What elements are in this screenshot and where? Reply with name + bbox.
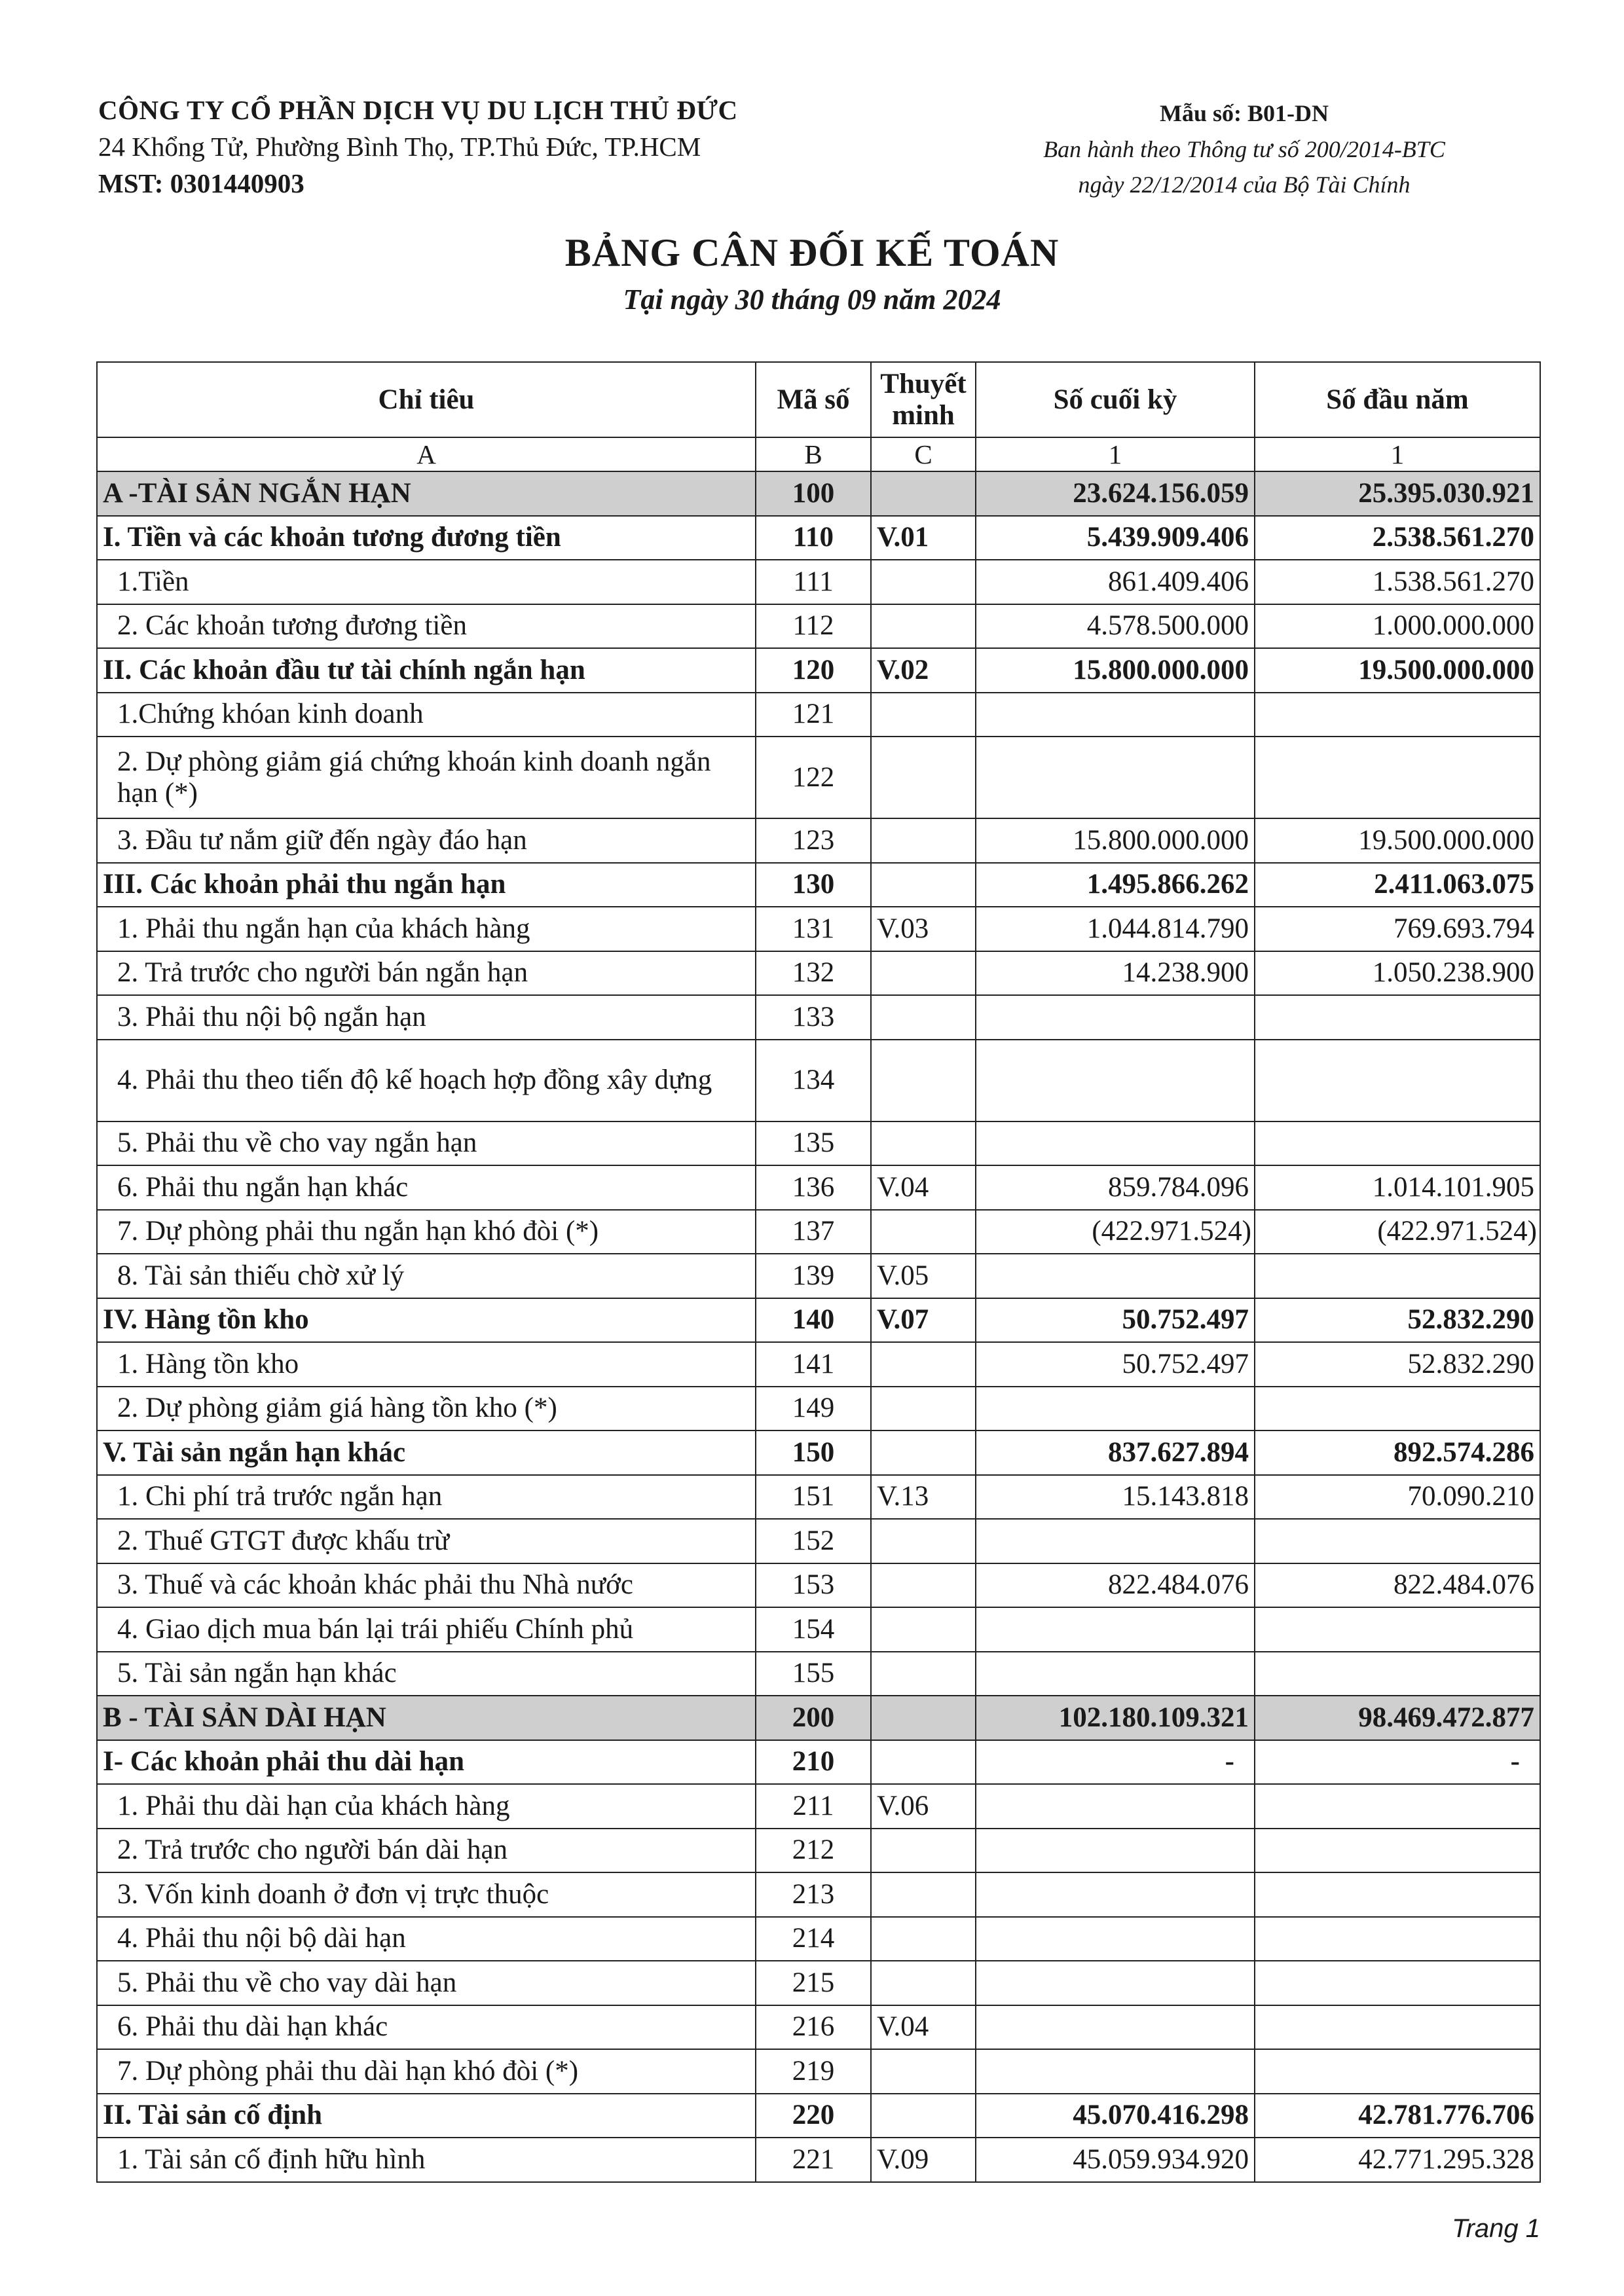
row-item-name: 1. Phải thu ngắn hạn của khách hàng	[97, 907, 756, 951]
row-begin-balance: 19.500.000.000	[1255, 648, 1540, 693]
row-code: 131	[756, 907, 871, 951]
row-code: 141	[756, 1342, 871, 1387]
row-note: V.09	[871, 2138, 976, 2182]
row-code: 214	[756, 1917, 871, 1961]
row-begin-balance	[1255, 1917, 1540, 1961]
row-code: 154	[756, 1607, 871, 1652]
row-item-name: 4. Giao dịch mua bán lại trái phiếu Chính phủ	[97, 1607, 756, 1652]
row-item-name: 2. Trả trước cho người bán dài hạn	[97, 1829, 756, 1873]
table-row	[97, 2138, 1540, 2182]
row-end-balance	[976, 1872, 1255, 1917]
row-item-name: II. Các khoản đầu tư tài chính ngắn hạn	[97, 648, 756, 693]
row-note	[871, 2094, 976, 2138]
row-begin-balance: -	[1255, 1740, 1540, 1785]
table-row	[97, 604, 1540, 649]
balance-sheet-table	[96, 361, 1541, 2183]
table-row	[97, 648, 1540, 693]
row-end-balance: 50.752.497	[976, 1298, 1255, 1343]
row-code: 122	[756, 737, 871, 818]
row-item-name: 4. Phải thu nội bộ dài hạn	[97, 1917, 756, 1961]
row-code: 221	[756, 2138, 871, 2182]
table-row	[97, 2049, 1540, 2094]
row-item-name: 6. Phải thu ngắn hạn khác	[97, 1165, 756, 1210]
row-code: 123	[756, 818, 871, 863]
table-row	[97, 737, 1540, 818]
form-code: Mẫu số: B01-DN	[1160, 100, 1329, 126]
table-header-row	[97, 362, 1540, 437]
row-item-name: 2. Trả trước cho người bán ngắn hạn	[97, 951, 756, 996]
table-row	[97, 516, 1540, 560]
row-code: 110	[756, 516, 871, 560]
row-end-balance	[976, 1784, 1255, 1829]
row-item-name: V. Tài sản ngắn hạn khác	[97, 1430, 756, 1475]
row-note	[871, 1430, 976, 1475]
row-end-balance	[976, 1917, 1255, 1961]
row-code: 151	[756, 1475, 871, 1520]
row-note	[871, 1040, 976, 1121]
column-letter: B	[756, 437, 871, 471]
row-item-name: 2. Thuế GTGT được khấu trừ	[97, 1519, 756, 1563]
row-begin-balance	[1255, 1829, 1540, 1873]
row-end-balance	[976, 1652, 1255, 1696]
row-item-name: II. Tài sản cố định	[97, 2094, 756, 2138]
row-code: 121	[756, 693, 871, 737]
row-item-name: 2. Các khoản tương đương tiền	[97, 604, 756, 649]
row-note: V.04	[871, 2005, 976, 2050]
row-code: 152	[756, 1519, 871, 1563]
column-letter: C	[871, 437, 976, 471]
row-begin-balance: 2.538.561.270	[1255, 516, 1540, 560]
row-item-name: 7. Dự phòng phải thu dài hạn khó đòi (*)	[97, 2049, 756, 2094]
row-item-name: 3. Đầu tư nắm giữ đến ngày đáo hạn	[97, 818, 756, 863]
row-code: 211	[756, 1784, 871, 1829]
row-begin-balance	[1255, 1784, 1540, 1829]
row-note	[871, 863, 976, 907]
row-note	[871, 1696, 976, 1740]
row-code: 111	[756, 560, 871, 604]
row-end-balance: 861.409.406	[976, 560, 1255, 604]
row-begin-balance	[1255, 737, 1540, 818]
row-note	[871, 1387, 976, 1431]
row-code: 133	[756, 995, 871, 1040]
table-row	[97, 1210, 1540, 1254]
row-code: 220	[756, 2094, 871, 2138]
column-header-note: Thuyết minh	[871, 362, 976, 437]
table-row	[97, 1519, 1540, 1563]
row-note	[871, 693, 976, 737]
form-issued-line-2: ngày 22/12/2014 của Bộ Tài Chính	[1078, 172, 1411, 198]
table-row	[97, 1165, 1540, 1210]
table-row	[97, 1430, 1540, 1475]
row-item-name: IV. Hàng tồn kho	[97, 1298, 756, 1343]
row-code: 139	[756, 1254, 871, 1298]
row-note	[871, 737, 976, 818]
form-issued-line-1: Ban hành theo Thông tư số 200/2014-BTC	[1043, 136, 1445, 162]
row-code: 210	[756, 1740, 871, 1785]
row-end-balance	[976, 1607, 1255, 1652]
row-begin-balance: 1.014.101.905	[1255, 1165, 1540, 1210]
row-note: V.06	[871, 1784, 976, 1829]
row-item-name: B - TÀI SẢN DÀI HẠN	[97, 1696, 756, 1740]
page-number: Trang 1	[1452, 2214, 1540, 2243]
table-row	[97, 1298, 1540, 1343]
row-item-name: I. Tiền và các khoản tương đương tiền	[97, 516, 756, 560]
row-note: V.04	[871, 1165, 976, 1210]
row-item-name: 1. Phải thu dài hạn của khách hàng	[97, 1784, 756, 1829]
row-begin-balance	[1255, 1254, 1540, 1298]
row-note: V.05	[871, 1254, 976, 1298]
row-item-name: 5. Phải thu về cho vay dài hạn	[97, 1961, 756, 2005]
row-note: V.13	[871, 1475, 976, 1520]
row-begin-balance: 52.832.290	[1255, 1342, 1540, 1387]
row-end-balance: 45.070.416.298	[976, 2094, 1255, 2138]
row-code: 130	[756, 863, 871, 907]
row-item-name: A -TÀI SẢN NGẮN HẠN	[97, 471, 756, 516]
table-row	[97, 1342, 1540, 1387]
row-item-name: III. Các khoản phải thu ngắn hạn	[97, 863, 756, 907]
column-header-item: Chỉ tiêu	[97, 362, 756, 437]
column-letter: 1	[1255, 437, 1540, 471]
table-row	[97, 1607, 1540, 1652]
row-begin-balance: 42.771.295.328	[1255, 2138, 1540, 2182]
table-row	[97, 907, 1540, 951]
row-item-name: 5. Tài sản ngắn hạn khác	[97, 1652, 756, 1696]
row-end-balance	[976, 1829, 1255, 1873]
row-code: 200	[756, 1696, 871, 1740]
row-note	[871, 1563, 976, 1608]
row-code: 132	[756, 951, 871, 996]
row-begin-balance: 98.469.472.877	[1255, 1696, 1540, 1740]
column-letter: A	[97, 437, 756, 471]
row-note	[871, 604, 976, 649]
row-code: 213	[756, 1872, 871, 1917]
row-note	[871, 1342, 976, 1387]
table-row	[97, 2094, 1540, 2138]
column-letter-row	[97, 437, 1540, 471]
column-header-begin-balance: Số đầu năm	[1255, 362, 1540, 437]
row-item-name: 1. Tài sản cố định hữu hình	[97, 2138, 756, 2182]
company-name: CÔNG TY CỔ PHẦN DỊCH VỤ DU LỊCH THỦ ĐỨC	[98, 95, 738, 125]
row-code: 215	[756, 1961, 871, 2005]
table-row	[97, 1872, 1540, 1917]
row-code: 150	[756, 1430, 871, 1475]
row-note	[871, 2049, 976, 2094]
row-code: 136	[756, 1165, 871, 1210]
row-note	[871, 951, 976, 996]
row-end-balance: -	[976, 1740, 1255, 1785]
row-end-balance	[976, 1121, 1255, 1166]
row-end-balance	[976, 1519, 1255, 1563]
report-title: BẢNG CÂN ĐỐI KẾ TOÁN	[564, 231, 1060, 274]
row-code: 149	[756, 1387, 871, 1431]
row-code: 153	[756, 1563, 871, 1608]
row-note: V.07	[871, 1298, 976, 1343]
row-begin-balance: 52.832.290	[1255, 1298, 1540, 1343]
row-begin-balance	[1255, 995, 1540, 1040]
row-code: 135	[756, 1121, 871, 1166]
row-note	[871, 1917, 976, 1961]
table-row	[97, 1040, 1540, 1121]
row-begin-balance: 70.090.210	[1255, 1475, 1540, 1520]
row-item-name: 7. Dự phòng phải thu ngắn hạn khó đòi (*)	[97, 1210, 756, 1254]
row-end-balance	[976, 1387, 1255, 1431]
table-row	[97, 1652, 1540, 1696]
row-note: V.02	[871, 648, 976, 693]
row-begin-balance	[1255, 1607, 1540, 1652]
table-row	[97, 693, 1540, 737]
row-note: V.03	[871, 907, 976, 951]
row-item-name: I- Các khoản phải thu dài hạn	[97, 1740, 756, 1785]
table-row	[97, 1961, 1540, 2005]
row-note	[871, 1961, 976, 2005]
row-code: 140	[756, 1298, 871, 1343]
tax-code: MST: 0301440903	[98, 168, 304, 198]
form-reference	[982, 95, 1506, 202]
row-begin-balance	[1255, 693, 1540, 737]
row-note	[871, 1210, 976, 1254]
row-note	[871, 471, 976, 516]
row-note	[871, 1872, 976, 1917]
row-item-name: 3. Thuế và các khoản khác phải thu Nhà nước	[97, 1563, 756, 1608]
row-code: 134	[756, 1040, 871, 1121]
row-begin-balance	[1255, 1961, 1540, 2005]
row-end-balance: 1.044.814.790	[976, 907, 1255, 951]
table-row	[97, 1563, 1540, 1608]
row-end-balance: 14.238.900	[976, 951, 1255, 996]
row-end-balance: 1.495.866.262	[976, 863, 1255, 907]
row-end-balance	[976, 1961, 1255, 2005]
row-end-balance	[976, 995, 1255, 1040]
row-note	[871, 1652, 976, 1696]
table-row	[97, 2005, 1540, 2050]
row-end-balance: 15.800.000.000	[976, 818, 1255, 863]
row-item-name: 6. Phải thu dài hạn khác	[97, 2005, 756, 2050]
row-end-balance: 15.800.000.000	[976, 648, 1255, 693]
table-row	[97, 1121, 1540, 1166]
row-end-balance: 837.627.894	[976, 1430, 1255, 1475]
row-end-balance: 859.784.096	[976, 1165, 1255, 1210]
row-code: 212	[756, 1829, 871, 1873]
row-begin-balance	[1255, 2049, 1540, 2094]
table-row	[97, 1917, 1540, 1961]
table-row	[97, 818, 1540, 863]
row-code: 100	[756, 471, 871, 516]
row-item-name: 1. Chi phí trả trước ngắn hạn	[97, 1475, 756, 1520]
row-note	[871, 1607, 976, 1652]
row-note	[871, 995, 976, 1040]
row-note	[871, 1519, 976, 1563]
row-note: V.01	[871, 516, 976, 560]
column-letter: 1	[976, 437, 1255, 471]
row-end-balance	[976, 693, 1255, 737]
row-note	[871, 1121, 976, 1166]
row-item-name: 3. Vốn kinh doanh ở đơn vị trực thuộc	[97, 1872, 756, 1917]
table-row	[97, 863, 1540, 907]
row-begin-balance: 1.050.238.900	[1255, 951, 1540, 996]
row-end-balance	[976, 2049, 1255, 2094]
row-begin-balance	[1255, 1040, 1540, 1121]
column-header-code: Mã số	[756, 362, 871, 437]
row-end-balance: 23.624.156.059	[976, 471, 1255, 516]
row-begin-balance: 25.395.030.921	[1255, 471, 1540, 516]
row-note	[871, 1829, 976, 1873]
table-body	[97, 471, 1540, 2182]
row-code: 120	[756, 648, 871, 693]
table-row	[97, 471, 1540, 516]
row-begin-balance	[1255, 1872, 1540, 1917]
row-end-balance: 50.752.497	[976, 1342, 1255, 1387]
row-begin-balance: 2.411.063.075	[1255, 863, 1540, 907]
row-end-balance: 4.578.500.000	[976, 604, 1255, 649]
table-row	[97, 995, 1540, 1040]
table-row	[97, 1387, 1540, 1431]
table-row	[97, 1696, 1540, 1740]
row-note	[871, 1740, 976, 1785]
row-end-balance: 5.439.909.406	[976, 516, 1255, 560]
row-begin-balance: 769.693.794	[1255, 907, 1540, 951]
row-begin-balance	[1255, 1121, 1540, 1166]
row-code: 155	[756, 1652, 871, 1696]
report-subtitle: Tại ngày 30 tháng 09 năm 2024	[623, 283, 1001, 316]
column-header-end-balance: Số cuối kỳ	[976, 362, 1255, 437]
table-row	[97, 1254, 1540, 1298]
row-note	[871, 560, 976, 604]
row-code: 216	[756, 2005, 871, 2050]
row-end-balance	[976, 2005, 1255, 2050]
row-code: 137	[756, 1210, 871, 1254]
row-begin-balance: 1.538.561.270	[1255, 560, 1540, 604]
table-row	[97, 1784, 1540, 1829]
row-begin-balance	[1255, 1652, 1540, 1696]
row-item-name: 5. Phải thu về cho vay ngắn hạn	[97, 1121, 756, 1166]
row-end-balance	[976, 1254, 1255, 1298]
row-note	[871, 818, 976, 863]
row-end-balance	[976, 1040, 1255, 1121]
row-end-balance: 45.059.934.920	[976, 2138, 1255, 2182]
row-end-balance: 15.143.818	[976, 1475, 1255, 1520]
company-address: 24 Khổng Tử, Phường Bình Thọ, TP.Thủ Đức, TP.HCM	[98, 132, 701, 162]
row-begin-balance	[1255, 1519, 1540, 1563]
row-item-name: 1. Hàng tồn kho	[97, 1342, 756, 1387]
row-begin-balance	[1255, 2005, 1540, 2050]
table-row	[97, 560, 1540, 604]
row-item-name: 2. Dự phòng giảm giá hàng tồn kho (*)	[97, 1387, 756, 1431]
row-item-name: 8. Tài sản thiếu chờ xử lý	[97, 1254, 756, 1298]
row-end-balance: 102.180.109.321	[976, 1696, 1255, 1740]
table-row	[97, 951, 1540, 996]
table-row	[97, 1475, 1540, 1520]
row-begin-balance: (422.971.524)	[1255, 1210, 1540, 1254]
row-begin-balance: 892.574.286	[1255, 1430, 1540, 1475]
row-begin-balance	[1255, 1387, 1540, 1431]
table-row	[97, 1740, 1540, 1785]
row-begin-balance: 822.484.076	[1255, 1563, 1540, 1608]
row-item-name: 3. Phải thu nội bộ ngắn hạn	[97, 995, 756, 1040]
row-end-balance: (422.971.524)	[976, 1210, 1255, 1254]
row-begin-balance: 1.000.000.000	[1255, 604, 1540, 649]
row-begin-balance: 42.781.776.706	[1255, 2094, 1540, 2138]
row-code: 219	[756, 2049, 871, 2094]
row-item-name: 4. Phải thu theo tiến độ kế hoạch hợp đồng xây dựng	[97, 1040, 756, 1121]
row-item-name: 1.Tiền	[97, 560, 756, 604]
row-code: 112	[756, 604, 871, 649]
row-item-name: 2. Dự phòng giảm giá chứng khoán kinh doanh ngắn hạn (*)	[97, 737, 756, 818]
company-block	[98, 92, 950, 202]
row-end-balance: 822.484.076	[976, 1563, 1255, 1608]
row-begin-balance: 19.500.000.000	[1255, 818, 1540, 863]
row-end-balance	[976, 737, 1255, 818]
table-row	[97, 1829, 1540, 1873]
row-item-name: 1.Chứng khóan kinh doanh	[97, 693, 756, 737]
